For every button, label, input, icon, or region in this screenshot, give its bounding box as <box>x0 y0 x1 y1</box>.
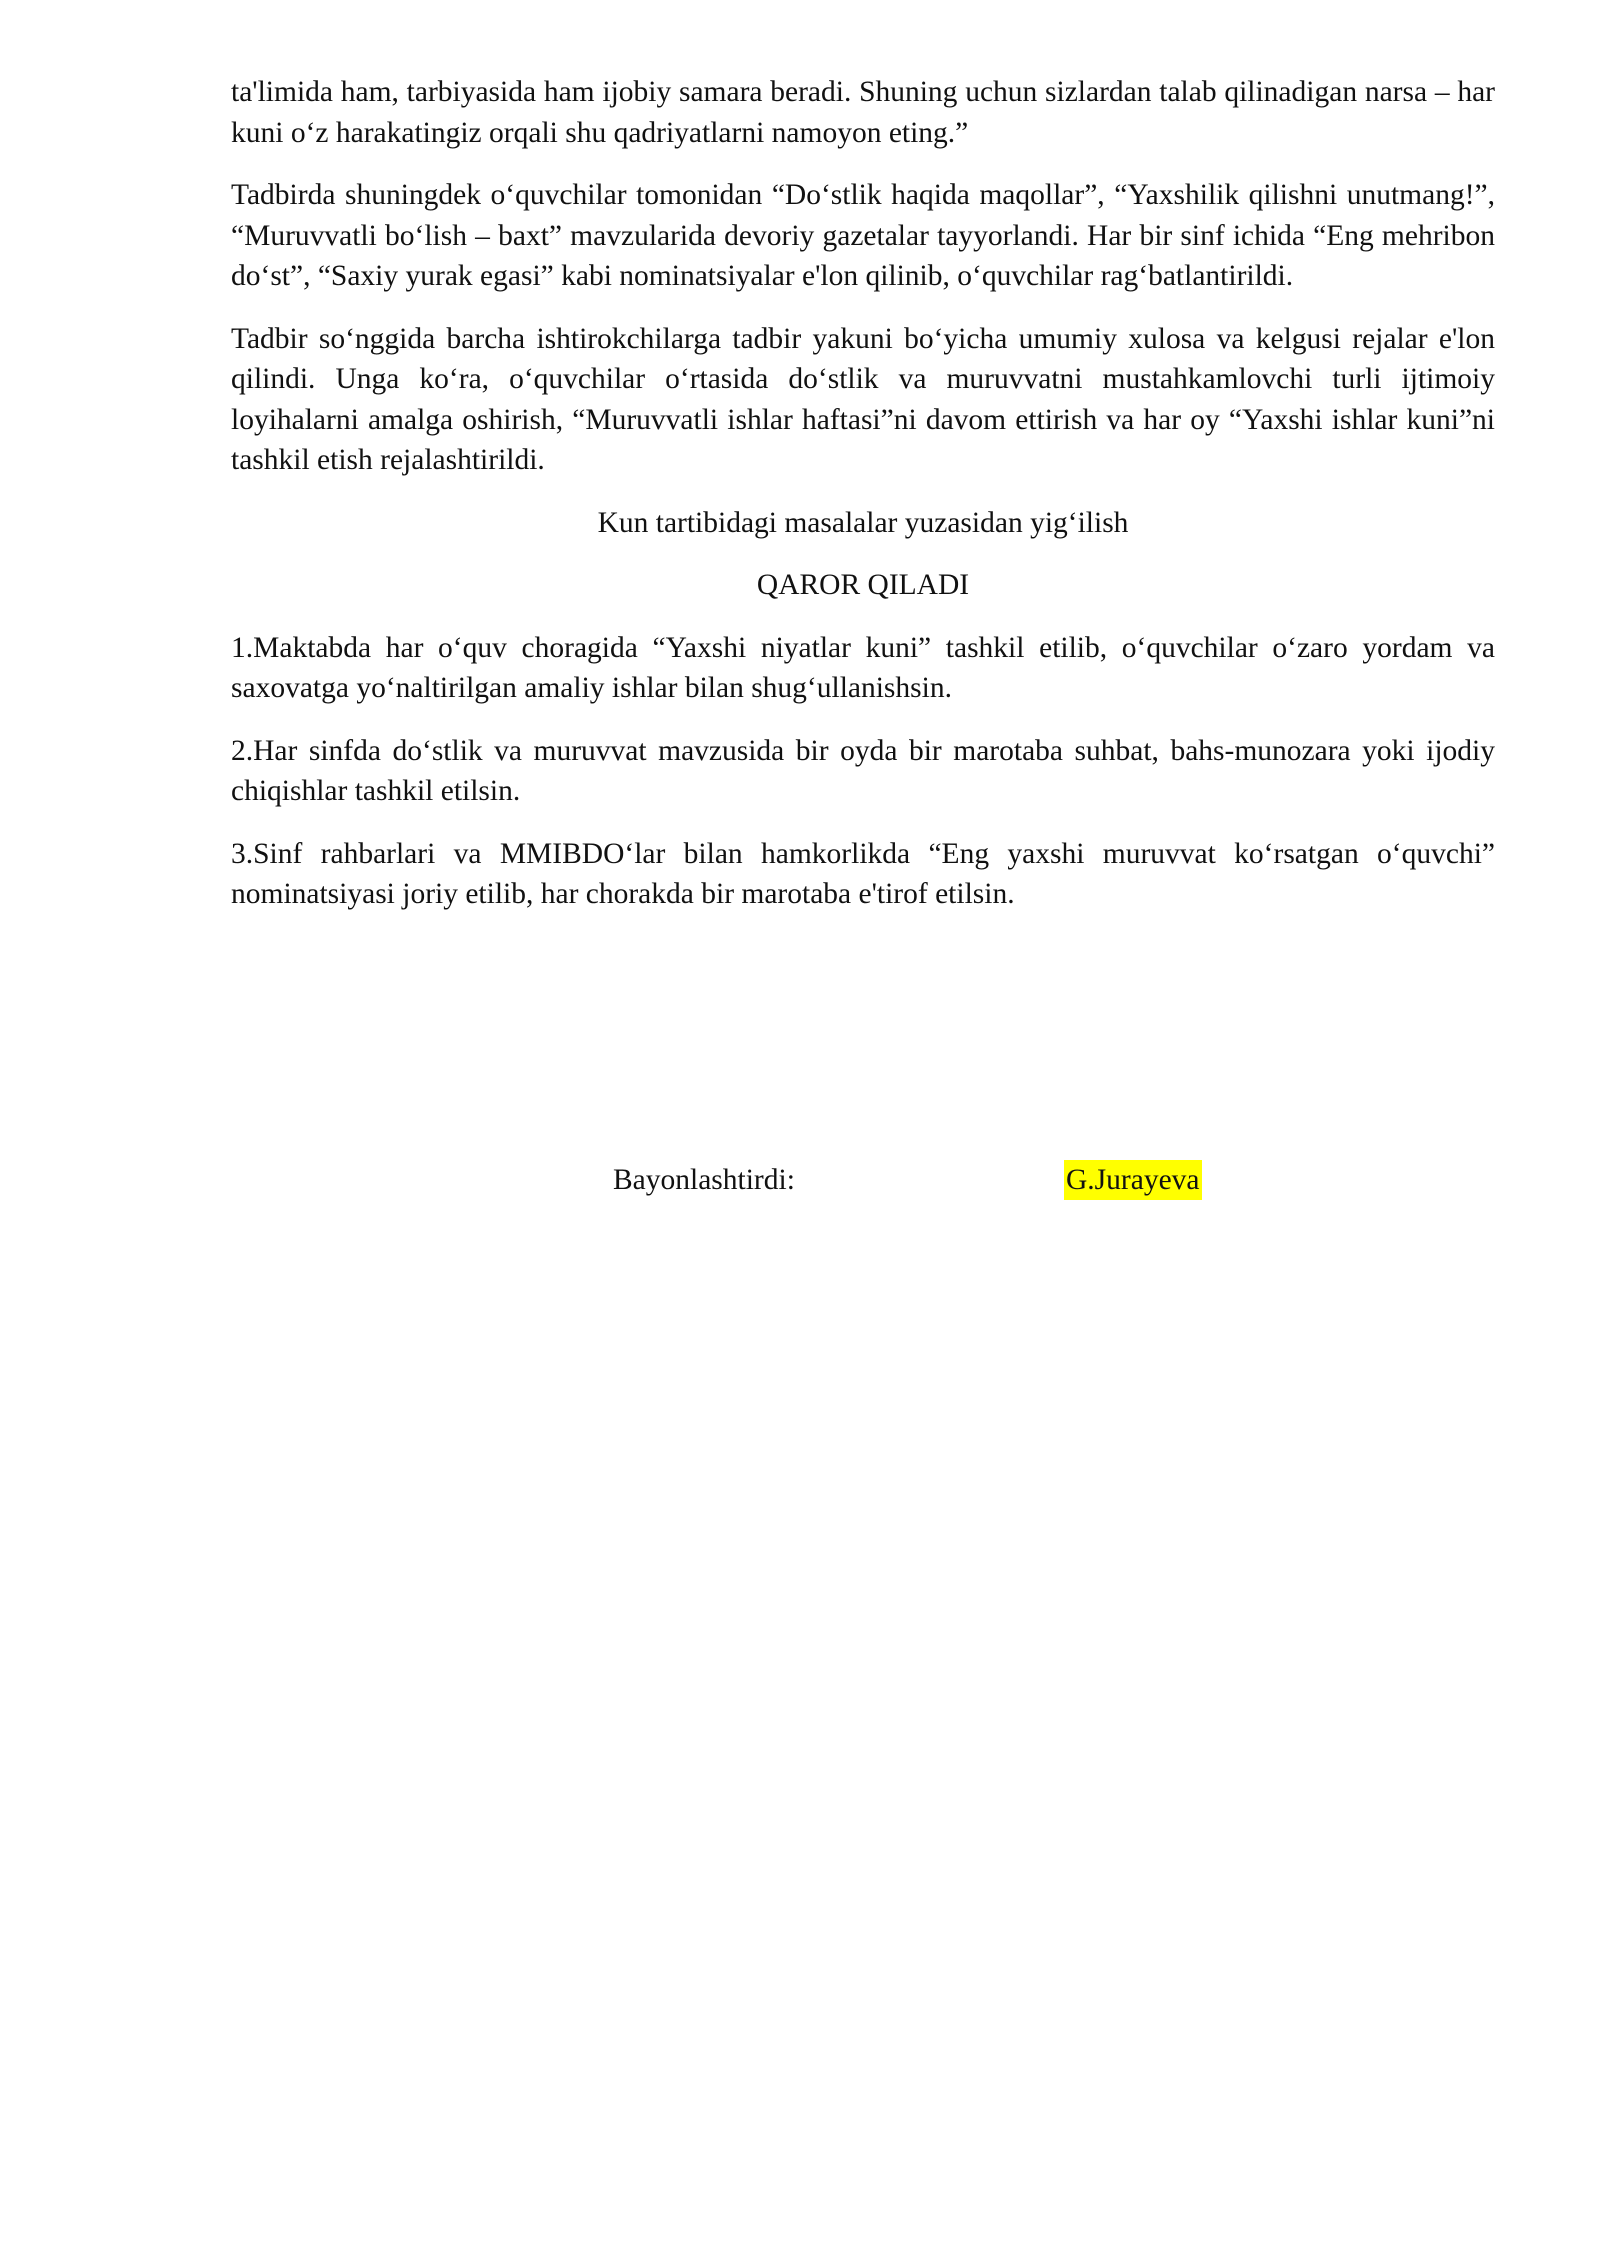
agenda-line: Kun tartibidagi masalalar yuzasidan yig‘ilish <box>597 506 1129 539</box>
signature-block <box>0 1160 1600 1200</box>
decision-item-1: 1.Maktabda har o‘quv choragida “Yaxshi niyatlar kuni” tashkil etilib, o‘quvchilar o‘zaro yordam va saxovatga yo‘naltirilgan amaliy ishlar bilan shug‘ullanishsin. <box>231 631 1495 704</box>
signature-label: Bayonlashtirdi: <box>613 1164 795 1196</box>
paragraph-1: ta'limida ham, tarbiyasida ham ijobiy samara beradi. Shuning uchun sizlardan talab qilinadigan narsa – har kuni o‘z harakatingiz orqali shu qadriyatlarni namoyon eting.” <box>231 76 1495 149</box>
decision-item-2: 2.Har sinfda do‘stlik va muruvvat mavzusida bir oyda bir marotaba suhbat, bahs-munozara yoki ijodiy chiqishlar tashkil etilsin. <box>231 734 1495 807</box>
document-body <box>231 72 1495 937</box>
decision-item-3: 3.Sinf rahbarlari va MMIBDO‘lar bilan hamkorlikda “Eng yaxshi muruvvat ko‘rsatgan o‘quvchi” nominatsiyasi joriy etilib, har chorakda bir marotaba e'tirof etilsin. <box>231 837 1495 910</box>
decision-heading: QAROR QILADI <box>756 569 970 601</box>
signature-name: G.Jurayeva <box>1064 1160 1202 1200</box>
paragraph-3: Tadbir so‘nggida barcha ishtirokchilarga tadbir yakuni bo‘yicha umumiy xulosa va kelgusi rejalar e'lon qilindi. Unga ko‘ra, o‘quvchilar o‘rtasida do‘stlik va muruvvatni mustahkamlovchi turli ijtimoiy loyihalarni amalga oshirish, “Muruvvatli ishlar haftasi”ni davom ettirish va har oy “Yaxshi ishlar kuni”ni tashkil etish rejalashtirildi. <box>231 322 1495 476</box>
paragraph-2: Tadbirda shuningdek o‘quvchilar tomonidan “Do‘stlik haqida maqollar”, “Yaxshilik qilishni unutmang!”, “Muruvvatli bo‘lish – baxt” mavzularida devoriy gazetalar tayyorlandi. Har bir sinf ichida “Eng mehribon do‘st”, “Saxiy yurak egasi” kabi nominatsiyalar e'lon qilinib, o‘quvchilar rag‘batlantirildi. <box>231 179 1495 292</box>
